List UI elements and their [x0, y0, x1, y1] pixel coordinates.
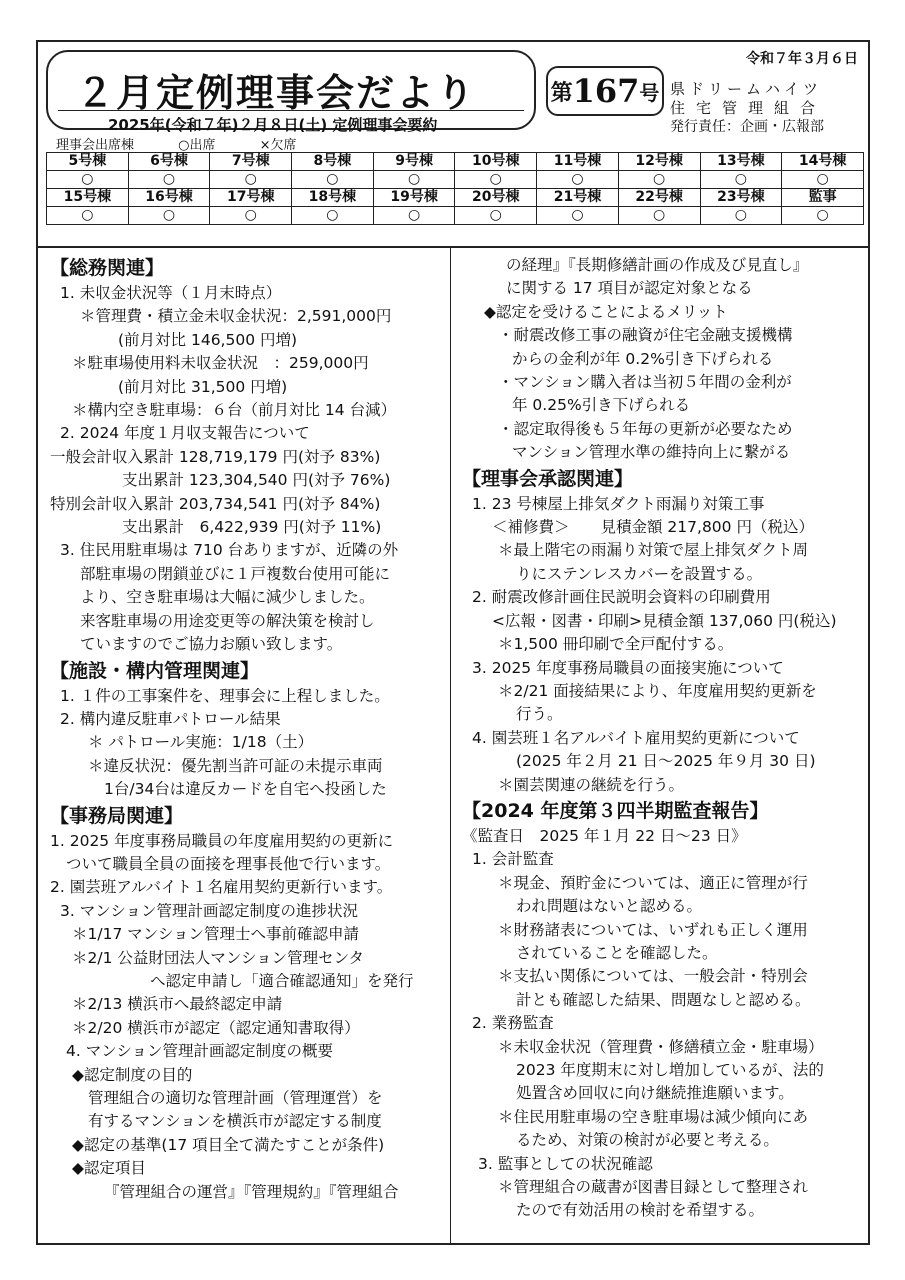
body-line: 行う。	[516, 705, 563, 724]
body-line: ついて職員全員の面接を理事長他で行います。	[66, 854, 391, 873]
body-line: 4. マンション管理計画認定制度の概要	[66, 1042, 334, 1061]
body-line: ＊最上階宅の雨漏り対策で屋上排気ダクト周	[498, 541, 809, 560]
building-label: 20号棟	[455, 189, 537, 207]
body-line: 特別会計収入累計 203,734,541 円(対予 84%)	[50, 494, 381, 513]
building-label: 17号棟	[210, 189, 292, 207]
body-line: ＊管理組合の蔵書が図書目録として整理され	[498, 1178, 809, 1197]
body-line: 1. 2025 年度事務局職員の年度雇用契約の更新に	[50, 831, 394, 850]
attendance-mark: ○	[292, 207, 374, 225]
body-line: 3. 2025 年度事務局職員の面接実施について	[472, 658, 784, 677]
body-line: マンション管理水準の維持向上に繋がる	[512, 443, 791, 462]
section-heading: 【施設・構内管理関連】	[50, 659, 260, 682]
attendance-mark: ○	[128, 171, 210, 189]
title-divider	[58, 110, 524, 111]
body-line: ＊違反状況：優先割当許可証の未提示車両	[88, 756, 383, 775]
attendance-table	[46, 152, 864, 225]
body-line: 《監査日 2025 年１月 22 日～23 日》	[462, 826, 747, 845]
body-line: ＊現金、預貯金については、適正に管理が行	[498, 873, 808, 892]
body-line: (2025 年２月 21 日～2025 年９月 30 日)	[516, 752, 816, 771]
body-line: われ問題はないと認める。	[516, 897, 703, 916]
body-line: ・耐震改修工事の融資が住宅金融支援機構	[498, 326, 793, 345]
issue-number-box	[546, 66, 664, 116]
body-line: ＊2/21 面接結果により、年度雇用契約更新を	[498, 681, 817, 700]
header-rule	[38, 246, 868, 248]
body-line: 2023 年度期末に対し増加しているが、法的	[516, 1061, 824, 1079]
body-line: 年 0.25%引き下げられる	[512, 396, 691, 415]
publisher: 発行責任：企画・広報部	[670, 119, 824, 135]
issue-prefix: 第	[550, 79, 573, 106]
body-line: 2. 構内違反駐車パトロール結果	[60, 709, 281, 728]
attendance-mark-row	[47, 171, 864, 189]
body-line: 1台/34台は違反カードを自宅へ投函した	[104, 780, 387, 799]
building-label: 14号棟	[782, 153, 864, 171]
body-line: 3. 住民用駐車場は 710 台ありますが、近隣の外	[60, 541, 399, 560]
attendance-mark: ○	[537, 207, 619, 225]
left-column	[50, 254, 450, 1204]
body-line: ていますのでご協力お願い致します。	[80, 635, 343, 654]
column-divider	[450, 246, 451, 1243]
body-line: りにステンレスカバーを設置する。	[516, 564, 763, 583]
section-heading: 【事務局関連】	[50, 804, 184, 827]
attendance-mark: ○	[292, 171, 374, 189]
body-line: (前月対比 146,500 円増)	[118, 330, 298, 349]
building-label: 監事	[782, 189, 864, 207]
attendance-mark: ○	[373, 171, 455, 189]
building-label: 22号棟	[618, 189, 700, 207]
body-line: より、空き駐車場は大幅に減少しました。	[80, 588, 375, 607]
building-label: 6号棟	[128, 153, 210, 171]
body-line: 管理組合の適切な管理計画（管理運営）を	[88, 1089, 383, 1107]
building-label: 16号棟	[128, 189, 210, 207]
attendance-mark: ○	[373, 207, 455, 225]
body-line: 4. 園芸班１名アルバイト雇用契約更新について	[472, 728, 800, 747]
attendance-building-row	[47, 189, 864, 207]
building-label: 19号棟	[373, 189, 455, 207]
body-line: ＊管理費・積立金未収金状況：2,591,000円	[80, 307, 392, 326]
building-label: 18号棟	[292, 189, 374, 207]
body-line: ＊2/1 公益財団法人マンション管理センタ	[72, 948, 365, 967]
building-label: 12号棟	[618, 153, 700, 171]
attendance-mark-row	[47, 207, 864, 225]
body-line: ＊未収金状況（管理費・修繕積立金・駐車場）	[498, 1037, 824, 1056]
attendance-mark: ○	[782, 171, 864, 189]
body-line: 2. 業務監査	[472, 1014, 554, 1033]
attendance-mark: ○	[47, 207, 129, 225]
body-line: 1. 会計監査	[472, 850, 554, 869]
building-label: 15号棟	[47, 189, 129, 207]
attendance-mark: ○	[47, 171, 129, 189]
body-line: 来客駐車場の用途変更等の解決策を検討し	[80, 611, 375, 630]
building-label: 5号棟	[47, 153, 129, 171]
attendance-mark: ○	[455, 171, 537, 189]
body-line: ・認定取得後も５年毎の更新が必要なため	[498, 419, 793, 438]
body-line: <広報・図書・印刷>見積金額 137,060 円(税込)	[492, 611, 837, 630]
body-line: ◆認定項目	[72, 1159, 146, 1178]
body-line: 部駐車場の閉鎖並びに１戸複数台使用可能に	[80, 564, 391, 583]
body-line: ＊財務諸表については、いずれも正しく運用	[498, 920, 808, 939]
body-line: ＊構内空き駐車場：６台（前月対比 14 台減）	[72, 401, 397, 420]
body-line: 1. 未収金状況等（１月末時点）	[60, 284, 282, 302]
building-label: 7号棟	[210, 153, 292, 171]
newsletter-title: ２月定例理事会だより	[76, 70, 477, 115]
body-line: に関する 17 項目が認定対象となる	[506, 279, 753, 298]
body-line: ◆認定を受けることによるメリット	[484, 302, 728, 321]
body-line: からの金利が年 0.2%引き下げられる	[512, 349, 774, 368]
issue-number: 167	[572, 72, 640, 110]
issue-suffix: 号	[639, 80, 660, 105]
body-line: へ認定申請し「適合確認通知」を発行	[150, 971, 414, 990]
body-line: ＊園芸関連の継続を行う。	[498, 775, 685, 794]
newsletter-page	[36, 40, 870, 1245]
building-label: 11号棟	[537, 153, 619, 171]
attendance-mark: ○	[537, 171, 619, 189]
legend-absent: ×欠席	[259, 138, 297, 153]
attendance-mark: ○	[210, 171, 292, 189]
body-line: ＊1/17 マンション管理士へ事前確認申請	[72, 925, 360, 944]
org-name: 県ドリームハイツ	[670, 80, 823, 98]
building-label: 10号棟	[455, 153, 537, 171]
attendance-mark: ○	[782, 207, 864, 225]
body-line: 3. 監事としての状況確認	[478, 1154, 653, 1173]
body-line: るため、対策の検討が必要と考える。	[516, 1131, 779, 1150]
legend-present: ○出席	[178, 138, 216, 153]
body-line: 『管理組合の運営』『管理規約』『管理組合	[104, 1182, 399, 1201]
body-line: されていることを確認した。	[516, 943, 718, 962]
body-line: ＊ パトロール実施：1/18（土）	[88, 733, 314, 752]
attendance-title: 理事会出席棟	[56, 138, 135, 153]
body-line: 2. 2024 年度１月収支報告について	[60, 424, 310, 443]
body-line: ＜補修費＞ 見積金額 217,800 円（税込）	[492, 518, 814, 537]
body-line: ◆認定の基準(17 項目全て満たすことが条件)	[72, 1135, 385, 1154]
body-line: ＊2/13 横浜市へ最終認定申請	[72, 995, 283, 1014]
section-heading: 【理事会承認関連】	[462, 467, 634, 490]
attendance-building-row	[47, 153, 864, 171]
body-line: 有するマンションを横浜市が認定する制度	[88, 1112, 382, 1131]
body-line: ＊1,500 冊印刷で全戸配付する。	[498, 635, 734, 654]
attendance-mark: ○	[455, 207, 537, 225]
attendance-mark: ○	[128, 207, 210, 225]
body-line: 2. 耐震改修計画住民説明会資料の印刷費用	[472, 588, 771, 607]
attendance-mark: ○	[618, 171, 700, 189]
section-heading: 【総務関連】	[50, 257, 165, 279]
body-line: の経理』『長期修繕計画の作成及び見直し』	[506, 256, 809, 274]
body-line: 支出累計 6,422,939 円(対予 11%)	[122, 518, 382, 537]
attendance-mark: ○	[618, 207, 700, 225]
building-label: 21号棟	[537, 189, 619, 207]
body-line: ＊支払い関係については、一般会計・特別会	[498, 967, 808, 986]
publish-date: 令和７年３月６日	[746, 51, 858, 67]
section-heading: 【2024 年度第３四半期監査報告】	[462, 799, 769, 822]
building-label: 23号棟	[700, 189, 782, 207]
attendance-mark: ○	[700, 207, 782, 225]
body-line: 支出累計 123,304,540 円(対予 76%)	[122, 471, 391, 490]
building-label: 13号棟	[700, 153, 782, 171]
attendance-mark: ○	[210, 207, 292, 225]
body-line: ＊2/20 横浜市が認定（認定通知書取得）	[72, 1018, 360, 1037]
body-line: (前月対比 31,500 円増)	[118, 377, 288, 396]
meeting-subtitle: 2025年(令和７年)２月８日(土) 定例理事会要約	[108, 116, 438, 134]
attendance-mark: ○	[700, 171, 782, 189]
body-line: 3. マンション管理計画認定制度の進捗状況	[60, 901, 359, 920]
building-label: 8号棟	[292, 153, 374, 171]
body-line: 一般会計収入累計 128,719,179 円(対予 83%)	[50, 447, 381, 466]
body-line: 処置含め回収に向け継続推進願います。	[516, 1084, 794, 1103]
body-line: たので有効活用の検討を希望する。	[516, 1201, 765, 1220]
body-line: ・マンション購入者は当初５年間の金利が	[498, 373, 792, 392]
title-box	[46, 50, 536, 134]
building-label: 9号棟	[373, 153, 455, 171]
body-line: 計とも確認した結果、問題なしと認める。	[516, 990, 811, 1009]
right-column	[462, 254, 867, 1223]
body-line: 1. 23 号棟屋上排気ダクト雨漏り対策工事	[472, 494, 765, 513]
body-line: ＊駐車場使用料未収金状況 ：259,000円	[72, 354, 369, 373]
attendance-caption	[56, 134, 337, 153]
body-line: 1. １件の工事案件を、理事会に上程しました。	[60, 686, 390, 705]
body-line: 2. 園芸班アルバイト１名雇用契約更新行います。	[50, 878, 393, 897]
body-line: ＊住民用駐車場の空き駐車場は減少傾向にあ	[498, 1107, 809, 1126]
body-line: ◆認定制度の目的	[72, 1065, 193, 1084]
org-name-2: 住宅管理組合	[670, 99, 827, 117]
